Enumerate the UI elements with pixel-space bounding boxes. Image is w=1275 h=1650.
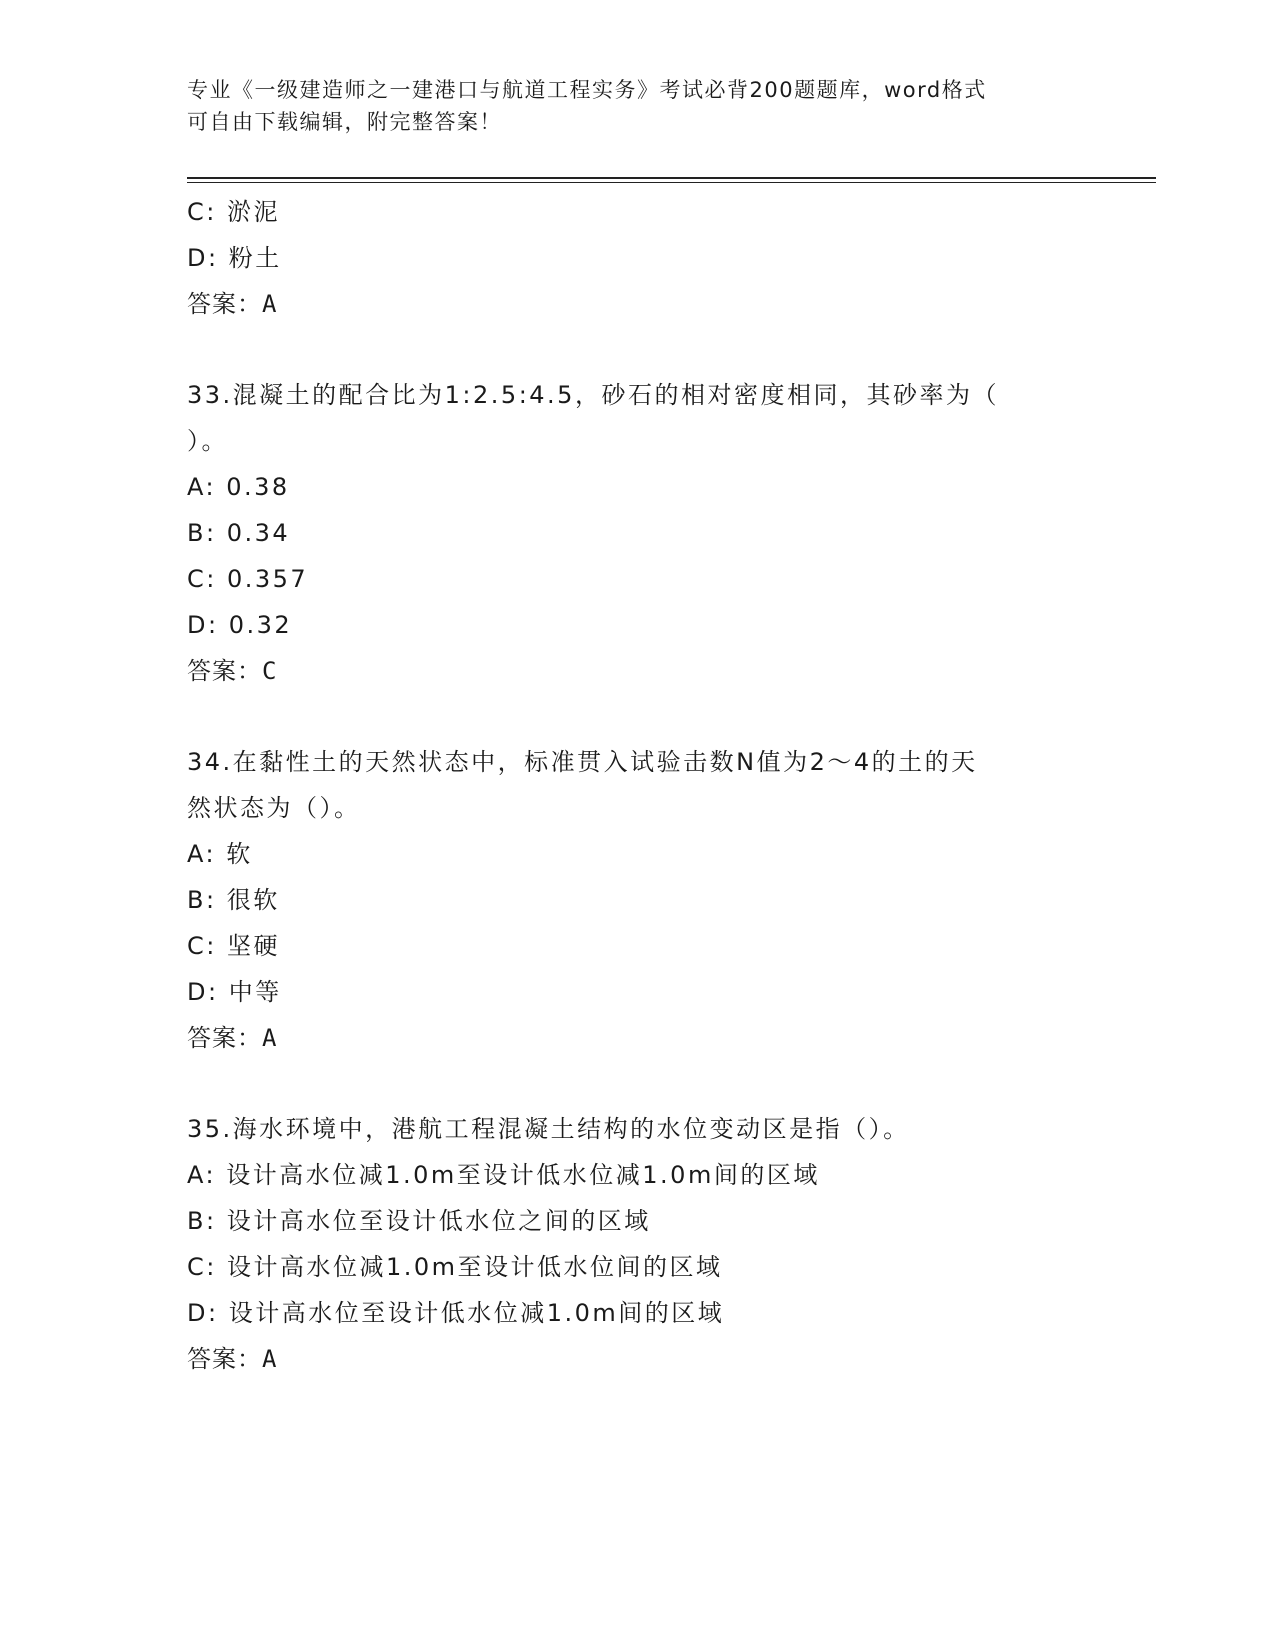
answer-line: 答案：C (187, 657, 278, 685)
option-d (187, 969, 1087, 1015)
question-stem: ）。 (187, 427, 228, 455)
option-d (187, 1290, 1087, 1336)
question-block (187, 189, 1087, 327)
header-divider (187, 177, 1156, 183)
page-header (187, 74, 1087, 138)
option-b (187, 510, 1087, 556)
question-block (187, 739, 1087, 1061)
question-block (187, 372, 1087, 694)
spacer (187, 1061, 1087, 1106)
option-text: 坚硬 (226, 932, 280, 960)
option-text: 设计高水位减1.0m至设计低水位减1.0m间的区域 (226, 1161, 820, 1189)
option-text: 0.357 (226, 565, 309, 593)
option-label: B: (187, 519, 217, 547)
answer-line: 答案：A (187, 1024, 278, 1052)
option-b (187, 1198, 1087, 1244)
option-c (187, 1244, 1087, 1290)
option-label: D: (187, 244, 219, 272)
question-stem: 35.海水环境中，港航工程混凝土结构的水位变动区是指（）。 (187, 1115, 910, 1143)
answer-line: 答案：A (187, 1345, 278, 1373)
option-label: D: (187, 978, 219, 1006)
option-a (187, 831, 1087, 877)
option-text: 0.32 (228, 611, 293, 639)
option-text: 0.38 (226, 473, 290, 501)
option-a (187, 1152, 1087, 1198)
option-text: 中等 (228, 978, 282, 1006)
option-label: C: (187, 932, 217, 960)
option-label: A: (187, 473, 217, 501)
answer-line: 答案：A (187, 290, 278, 318)
option-label: B: (187, 1207, 217, 1235)
option-label: C: (187, 565, 217, 593)
option-c (187, 556, 1087, 602)
option-label: A: (187, 1161, 217, 1189)
option-b (187, 877, 1087, 923)
spacer (187, 694, 1087, 739)
question-stem: 然状态为（）。 (187, 794, 361, 822)
question-list (187, 189, 1087, 1382)
option-text: 软 (226, 840, 253, 868)
option-label: C: (187, 1253, 217, 1281)
option-c (187, 189, 1087, 235)
option-text: 0.34 (226, 519, 291, 547)
option-text: 设计高水位减1.0m至设计低水位间的区域 (226, 1253, 723, 1281)
option-label: D: (187, 611, 219, 639)
question-stem: 33.混凝土的配合比为1:2.5:4.5，砂石的相对密度相同，其砂率为（ (187, 381, 999, 409)
option-text: 淤泥 (226, 198, 280, 226)
option-label: C: (187, 198, 217, 226)
option-text: 很软 (226, 886, 280, 914)
option-text: 设计高水位至设计低水位减1.0m间的区域 (228, 1299, 725, 1327)
option-label: B: (187, 886, 217, 914)
option-d (187, 235, 1087, 281)
question-block (187, 1106, 1087, 1382)
spacer (187, 327, 1087, 372)
option-c (187, 923, 1087, 969)
option-a (187, 464, 1087, 510)
option-d (187, 602, 1087, 648)
header-title-line-1: 专业《一级建造师之一建港口与航道工程实务》考试必背200题题库，word格式 (187, 78, 987, 102)
option-label: A: (187, 840, 217, 868)
option-text: 设计高水位至设计低水位之间的区域 (226, 1207, 651, 1235)
header-title-line-2: 可自由下载编辑，附完整答案！ (187, 110, 502, 134)
option-text: 粉土 (228, 244, 282, 272)
option-label: D: (187, 1299, 219, 1327)
question-stem: 34.在黏性土的天然状态中，标准贯入试验击数N值为2～4的土的天 (187, 748, 978, 776)
